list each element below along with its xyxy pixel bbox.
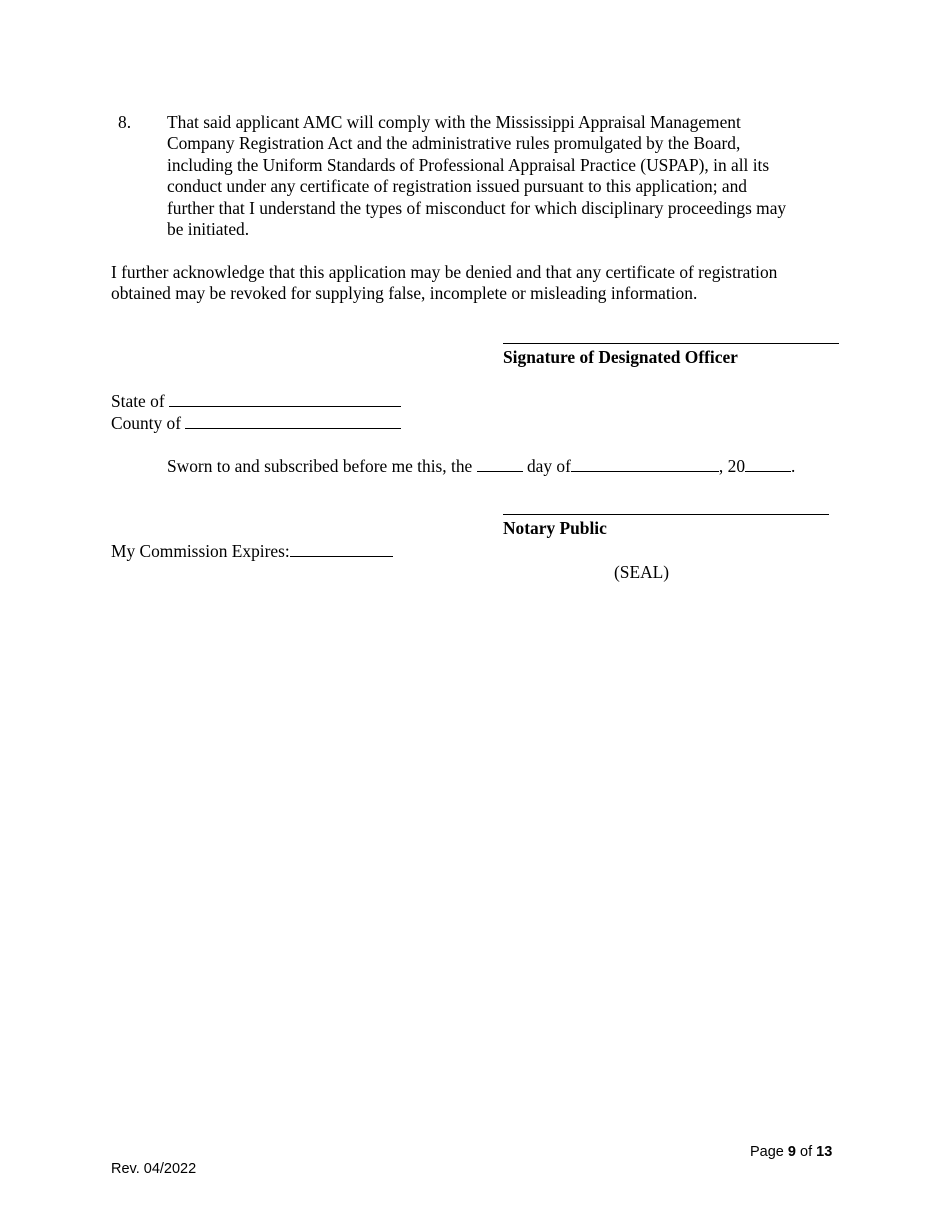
notary-signature-line[interactable] <box>503 514 829 515</box>
page-of: of <box>800 1144 813 1160</box>
oath-prefix: Sworn to and subscribed before me this, the <box>167 456 473 476</box>
seal-label: (SEAL) <box>614 562 670 582</box>
page-current: 9 <box>787 1144 796 1160</box>
signature-line[interactable] <box>503 343 839 344</box>
county-field <box>111 412 401 434</box>
item-8-text <box>167 112 847 240</box>
oath-day-label: day of <box>526 456 571 476</box>
year-blank[interactable] <box>745 455 791 472</box>
page-number <box>750 1142 832 1163</box>
acknowledgement-line: obtained may be revoked for supplying false, incomplete or misleading information. <box>111 283 698 304</box>
notary-label: Notary Public <box>503 518 607 538</box>
acknowledgement-paragraph <box>111 262 851 305</box>
commission-label: My Commission Expires: <box>111 541 290 561</box>
oath-line <box>167 455 795 477</box>
page-total: 13 <box>816 1144 833 1160</box>
oath-suffix: . <box>791 456 796 476</box>
acknowledgement-line: I further acknowledge that this application may be denied and that any certificate of registration <box>111 262 778 282</box>
month-blank[interactable] <box>571 455 719 472</box>
item-8-line: including the Uniform Standards of Professional Appraisal Practice (USPAP), in all its <box>167 154 770 175</box>
state-field <box>111 390 401 412</box>
oath-year-prefix: , 20 <box>718 456 746 476</box>
page-prefix: Page <box>750 1144 784 1160</box>
item-8-line: conduct under any certificate of registration issued pursuant to this application; and <box>167 176 747 197</box>
day-blank[interactable] <box>477 455 523 472</box>
county-blank[interactable] <box>185 412 401 429</box>
county-label: County of <box>111 413 182 433</box>
item-8-line: That said applicant AMC will comply with the Mississippi Appraisal Management <box>167 112 741 132</box>
commission-field <box>111 540 393 562</box>
state-label: State of <box>111 391 165 411</box>
signature-label: Signature of Designated Officer <box>503 347 738 367</box>
state-blank[interactable] <box>169 390 401 407</box>
item-number: 8. <box>118 112 132 132</box>
revision-label: Rev. 04/2022 <box>111 1161 197 1177</box>
item-8-line: Company Registration Act and the administrative rules promulgated by the Board, <box>167 133 741 154</box>
item-8-line: be initiated. <box>167 219 250 240</box>
commission-blank[interactable] <box>290 540 393 557</box>
item-8-line: further that I understand the types of misconduct for which disciplinary proceedings may <box>167 197 787 218</box>
